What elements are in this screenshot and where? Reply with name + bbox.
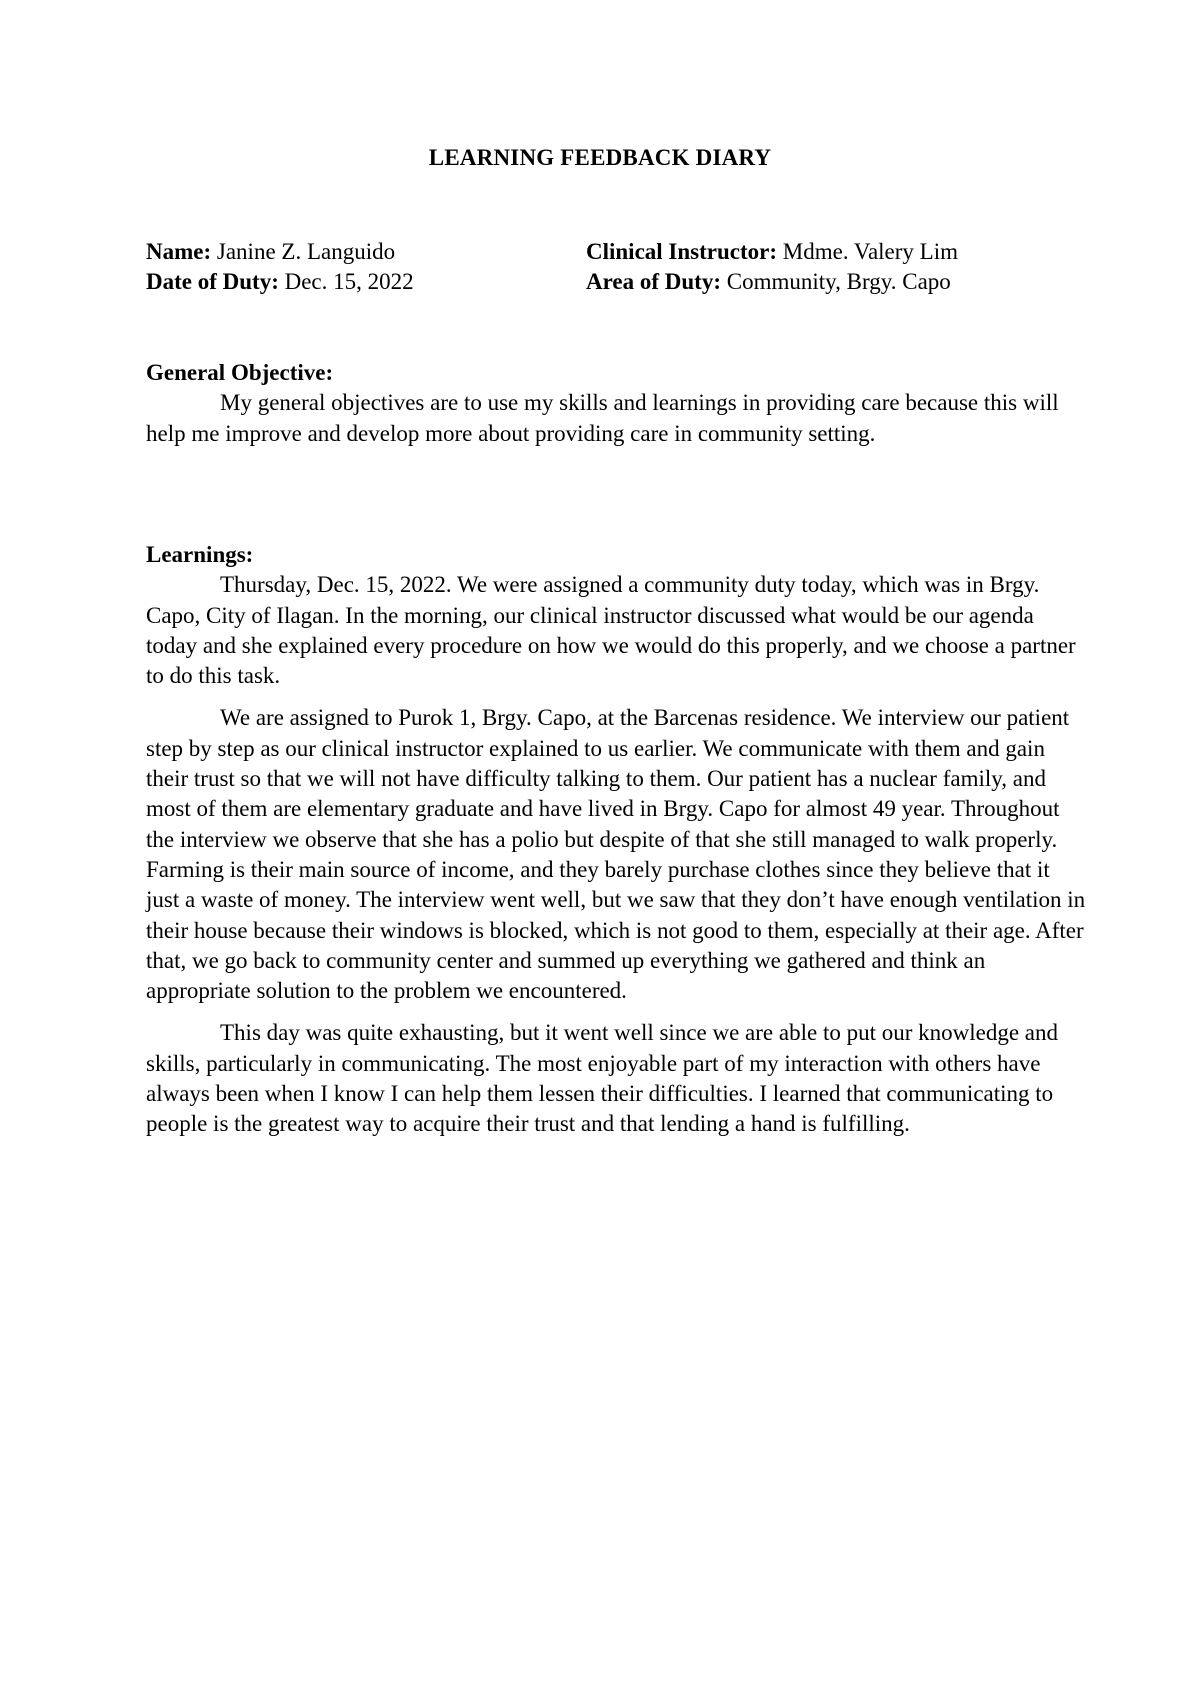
instructor-field (586, 237, 1086, 267)
header-info (146, 237, 1086, 297)
general-objective-text: My general objectives are to use my skills and learnings in providing care because this will help me improve and develop more about providing care in community setting. (146, 390, 1059, 446)
date-field (146, 267, 586, 297)
name-value: Janine Z. Languido (211, 239, 396, 264)
learnings-section (146, 540, 1086, 1140)
general-objective-section (146, 358, 1086, 449)
header-row-2 (146, 267, 1086, 297)
area-field (586, 267, 1086, 297)
learnings-heading: Learnings: (146, 542, 254, 567)
date-label: Date of Duty: (146, 269, 279, 294)
instructor-value: Mdme. Valery Lim (777, 239, 959, 264)
learnings-paragraph: This day was quite exhausting, but it went well since we are able to put our knowledge and skills, particularly in communicating. The most enjoyable part of my interaction with others have always been when I know I can help them lessen their difficulties. I learned that communicating to people is the greatest way to acquire their trust and that lending a hand is fulfilling. (146, 1020, 1059, 1137)
name-label: Name: (146, 239, 212, 264)
instructor-label: Clinical Instructor: (586, 239, 778, 264)
general-objective-heading: General Objective: (146, 360, 334, 385)
date-value: Dec. 15, 2022 (278, 269, 414, 294)
area-label: Area of Duty: (586, 269, 721, 294)
header-row-1 (146, 237, 1086, 267)
learnings-paragraph: Thursday, Dec. 15, 2022. We were assigned a community duty today, which was in Brgy. Capo, City of Ilagan. In the morning, our clinical instructor discussed what would be our agenda today and she explained every procedure on how we would do this properly, and we choose a partner to do this task. (146, 572, 1076, 689)
learnings-paragraph: We are assigned to Purok 1, Brgy. Capo, at the Barcenas residence. We interview our patient step by step as our clinical instructor explained to us earlier. We communicate with them and gain their trust so that we will not have difficulty talking to them. Our patient has a nuclear family, and most of them are elementary graduate and have lived in Brgy. Capo for almost 49 year. Throughout the interview we observe that she has a polio but despite of that she still managed to walk properly. Farming is their main source of income, and they barely purchase clothes since they believe that it just a waste of money. The interview went well, but we saw that they don’t have enough ventilation in their house because their windows is blocked, which is not good to them, especially at their age. After that, we go back to community center and summed up everything we gathered and think an appropriate solution to the problem we encountered. (146, 705, 1086, 1004)
area-value: Community, Brgy. Capo (721, 269, 951, 294)
name-field (146, 237, 586, 267)
document-title: LEARNING FEEDBACK DIARY (428, 145, 772, 170)
